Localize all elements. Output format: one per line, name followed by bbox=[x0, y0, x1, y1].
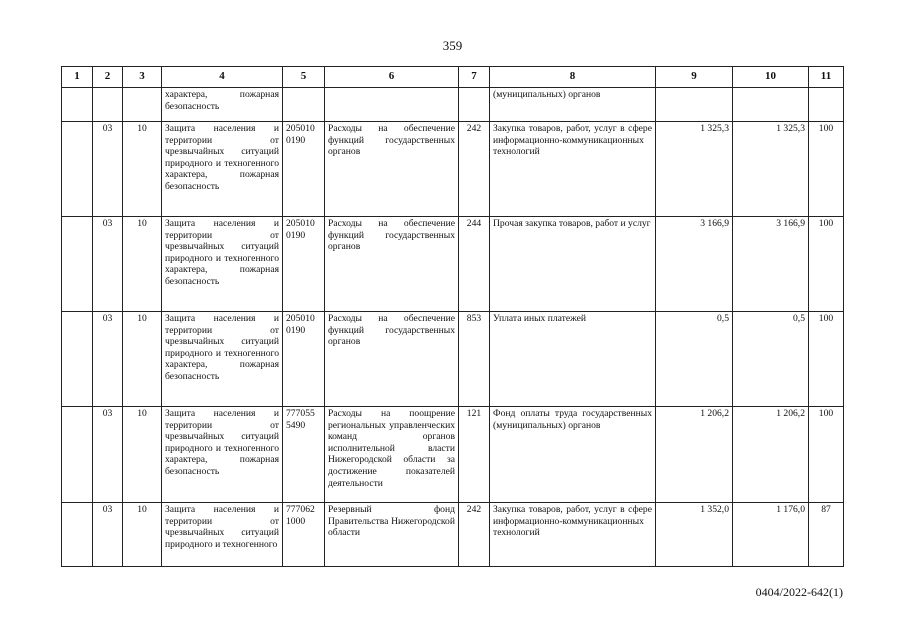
cell bbox=[123, 88, 162, 122]
cell: 03 bbox=[93, 122, 123, 217]
cell: 100 bbox=[809, 122, 844, 217]
cell: 3 166,9 bbox=[733, 217, 809, 312]
cell: 10 bbox=[123, 122, 162, 217]
table-row bbox=[62, 88, 844, 122]
cell: 03 bbox=[93, 503, 123, 567]
column-header: 6 bbox=[325, 67, 459, 88]
cell: 03 bbox=[93, 217, 123, 312]
page-number: 359 bbox=[442, 38, 463, 53]
cell bbox=[809, 88, 844, 122]
cell: 205010 0190 bbox=[283, 217, 325, 312]
cell: 87 bbox=[809, 503, 844, 567]
cell bbox=[459, 88, 490, 122]
cell: Расходы на поощрение региональных управленческих команд органов исполнительной власти Нижегородской области за достижение показателей деятельности bbox=[325, 407, 459, 503]
table-row bbox=[62, 407, 844, 503]
cell: 242 bbox=[459, 122, 490, 217]
cell bbox=[93, 88, 123, 122]
document-code: 0404/2022-642(1) bbox=[755, 585, 843, 599]
cell: 10 bbox=[123, 312, 162, 407]
column-header: 5 bbox=[283, 67, 325, 88]
cell: Расходы на обеспечение функций государственных органов bbox=[325, 122, 459, 217]
cell: Прочая закупка товаров, работ и услуг bbox=[490, 217, 656, 312]
column-header: 10 bbox=[733, 67, 809, 88]
column-header: 1 bbox=[62, 67, 93, 88]
column-header: 8 bbox=[490, 67, 656, 88]
cell bbox=[62, 88, 93, 122]
header-row bbox=[62, 67, 844, 88]
cell: Резервный фонд Правительства Нижегородской области bbox=[325, 503, 459, 567]
cell bbox=[62, 122, 93, 217]
cell: 100 bbox=[809, 312, 844, 407]
cell: 10 bbox=[123, 407, 162, 503]
cell bbox=[656, 88, 733, 122]
cell: 1 176,0 bbox=[733, 503, 809, 567]
cell bbox=[733, 88, 809, 122]
cell: (муниципальных) органов bbox=[490, 88, 656, 122]
cell: Защита населения и территории от чрезвычайных ситуаций природного и техногенного характера, пожарная безопасность bbox=[162, 312, 283, 407]
cell: Расходы на обеспечение функций государственных органов bbox=[325, 312, 459, 407]
table-row bbox=[62, 122, 844, 217]
cell bbox=[283, 88, 325, 122]
cell: 0,5 bbox=[733, 312, 809, 407]
table-row bbox=[62, 217, 844, 312]
cell: Защита населения и территории от чрезвычайных ситуаций природного и техногенного bbox=[162, 503, 283, 567]
cell: 205010 0190 bbox=[283, 122, 325, 217]
cell: 10 bbox=[123, 217, 162, 312]
budget-table bbox=[61, 66, 844, 567]
cell: 03 bbox=[93, 407, 123, 503]
column-header: 7 bbox=[459, 67, 490, 88]
cell: 10 bbox=[123, 503, 162, 567]
table-row bbox=[62, 503, 844, 567]
cell: 03 bbox=[93, 312, 123, 407]
column-header: 11 bbox=[809, 67, 844, 88]
cell: Закупка товаров, работ, услуг в сфере информационно-коммуникационных технологий bbox=[490, 122, 656, 217]
cell: 1 206,2 bbox=[733, 407, 809, 503]
cell bbox=[62, 217, 93, 312]
column-header: 9 bbox=[656, 67, 733, 88]
cell: Защита населения и территории от чрезвычайных ситуаций природного и техногенного характера, пожарная безопасность bbox=[162, 122, 283, 217]
cell: 1 352,0 bbox=[656, 503, 733, 567]
cell: Расходы на обеспечение функций государственных органов bbox=[325, 217, 459, 312]
cell: Закупка товаров, работ, услуг в сфере информационно-коммуникационных технологий bbox=[490, 503, 656, 567]
column-header: 2 bbox=[93, 67, 123, 88]
cell: 100 bbox=[809, 407, 844, 503]
cell: 100 bbox=[809, 217, 844, 312]
cell: 1 325,3 bbox=[733, 122, 809, 217]
cell: 244 bbox=[459, 217, 490, 312]
cell bbox=[62, 503, 93, 567]
cell: 0,5 bbox=[656, 312, 733, 407]
cell: 3 166,9 bbox=[656, 217, 733, 312]
table-row bbox=[62, 312, 844, 407]
cell bbox=[62, 312, 93, 407]
column-header: 4 bbox=[162, 67, 283, 88]
cell: 777055 5490 bbox=[283, 407, 325, 503]
cell bbox=[325, 88, 459, 122]
cell: 121 bbox=[459, 407, 490, 503]
cell: 1 206,2 bbox=[656, 407, 733, 503]
cell: 777062 1000 bbox=[283, 503, 325, 567]
cell: 1 325,3 bbox=[656, 122, 733, 217]
cell: 242 bbox=[459, 503, 490, 567]
cell: Защита населения и территории от чрезвычайных ситуаций природного и техногенного характера, пожарная безопасность bbox=[162, 407, 283, 503]
cell: 853 bbox=[459, 312, 490, 407]
cell: Фонд оплаты труда государственных (муниципальных) органов bbox=[490, 407, 656, 503]
column-header: 3 bbox=[123, 67, 162, 88]
cell: Защита населения и территории от чрезвычайных ситуаций природного и техногенного характера, пожарная безопасность bbox=[162, 217, 283, 312]
cell: характера, пожарная безопасность bbox=[162, 88, 283, 122]
cell bbox=[62, 407, 93, 503]
cell: Уплата иных платежей bbox=[490, 312, 656, 407]
cell: 205010 0190 bbox=[283, 312, 325, 407]
